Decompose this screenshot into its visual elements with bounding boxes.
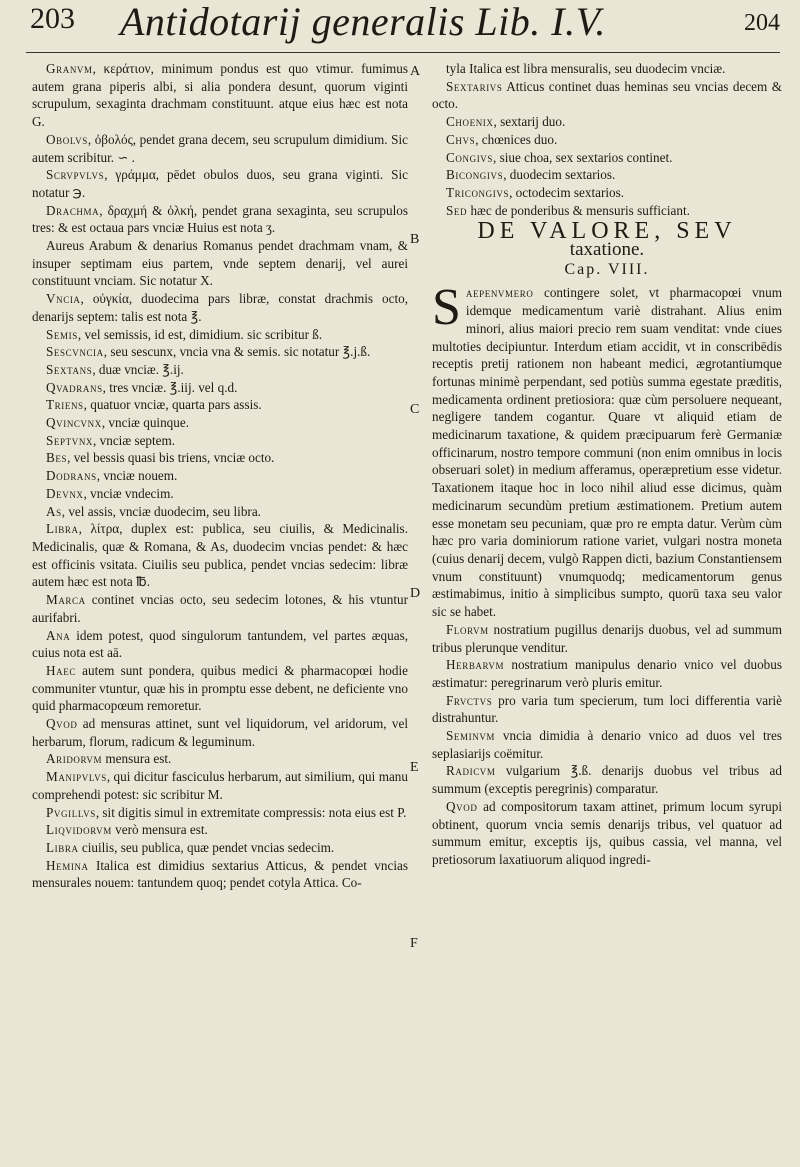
- paragraph-text: , vnciæ nouem.: [96, 468, 178, 484]
- paragraph: [432, 78, 782, 113]
- paragraph: [32, 715, 408, 750]
- paragraph-text: idem potest, quod singulorum tantundem, vel partes æquas, cuius nota est aā.: [32, 627, 408, 661]
- paragraph-text: , quatuor vnciæ, quarta pars assis.: [83, 397, 262, 413]
- paragraph: [32, 750, 408, 768]
- paragraph-text: , chœnices duo.: [475, 131, 558, 147]
- right-column: [432, 60, 782, 869]
- lead-word: Florvm: [446, 621, 489, 637]
- paragraph: [432, 131, 782, 149]
- section-title: DE VALORE, SEV: [477, 218, 737, 245]
- lead-word: Semis: [46, 326, 78, 342]
- lead-word: Tricongivs: [446, 184, 510, 200]
- paragraph-text: tyla Italica est libra mensuralis, seu duodecim vnciæ.: [446, 61, 726, 76]
- paragraph: [32, 60, 408, 131]
- paragraph-text: , seu sescunx, vncia vna & semis. sic notatur ℥.j.ß.: [103, 344, 371, 360]
- paragraph-text: , duæ vnciæ. ℥.ij.: [92, 361, 184, 377]
- paragraph: [32, 591, 408, 626]
- margin-letter-c: C: [410, 402, 420, 417]
- lead-word: Pvgillvs: [46, 804, 96, 820]
- paragraph-text: mensura est.: [102, 751, 172, 767]
- paragraph-text: autem sunt pondera, quibus medici & pharmacopœi hodie communiter vtuntur, quæ his in promptu esse debent, ne deficiente vno quid pharmacopœum remoretur.: [32, 662, 408, 714]
- header-rule: [26, 52, 780, 53]
- paragraph-text: , sit digitis simul in extremitate compressis: nota eius est P.: [95, 804, 407, 820]
- paragraph: [32, 343, 408, 361]
- paragraph: [432, 279, 782, 620]
- paragraph: [32, 520, 408, 591]
- paragraph-text: , οὐγκία, duodecima pars libræ, constat drachmis octo, denarijs septem: talis est nota ℥.: [32, 291, 408, 324]
- paragraph-text: ad compositorum taxam attinet, primum locum syrupi obtinent, quorum vncia semis denarijs tribus, vel quatuor ad summum emitur, exceptis ijs, quibus cassia, vel manna, vel pretiosorum laxatiuorum aliquod ingredi-: [432, 798, 782, 867]
- paragraph-text: , ὀβολός, pendet grana decem, seu scrupulum dimidium. Sic autem scribitur. ∽ .: [32, 131, 408, 165]
- paragraph-text: nostratium manipulus denario vnico vel duobus æstimatur: peregrinarum verò pluris emitur.: [432, 657, 782, 690]
- paragraph-text: , vel bessis quasi bis triens, vnciæ octo.: [67, 450, 275, 466]
- lead-word: Devnx: [46, 485, 84, 501]
- lead-word: Triens: [46, 397, 84, 413]
- paragraph-text: , vnciæ quinque.: [101, 415, 190, 431]
- paragraph-text: , siue choa, sex sextarios continet.: [493, 149, 673, 165]
- lead-word: aepenvmero: [465, 285, 534, 301]
- lead-word: Scrvpvlvs: [46, 167, 105, 183]
- paragraph-text: , vel semissis, id est, dimidium. sic scribitur ß.: [77, 326, 323, 342]
- paragraph: [32, 485, 408, 503]
- margin-letter-f: F: [410, 936, 418, 951]
- paragraph-text: hæc de ponderibus & mensuris sufficiant.: [467, 202, 690, 218]
- lead-word: Radicvm: [446, 763, 496, 779]
- lead-word: Drachma: [46, 202, 100, 218]
- paragraph: [32, 290, 408, 325]
- paragraph: [432, 113, 782, 131]
- margin-letter-a: A: [410, 64, 421, 79]
- lead-word: Bicongivs: [446, 167, 504, 183]
- paragraph-text: Atticus continet duas heminas seu vncias decem & octo.: [432, 78, 782, 112]
- paragraph-text: verò mensura est.: [111, 822, 208, 838]
- paragraph: [32, 361, 408, 379]
- paragraph: [32, 396, 408, 414]
- paragraph: [32, 326, 408, 344]
- paragraph-text: , vnciæ septem.: [93, 432, 176, 448]
- lead-word: Sextarivs: [446, 78, 503, 94]
- lead-word: Sed: [446, 202, 468, 218]
- lead-word: Libra: [46, 839, 79, 855]
- paragraph: [32, 202, 408, 237]
- paragraph: [32, 768, 408, 803]
- lead-word: Seminvm: [446, 728, 496, 744]
- paragraph-text: vncia dimidia à denario vnico ad duos vel tres seplasiarijs coëmitur.: [432, 728, 782, 761]
- paragraph-text: contingere solet, vt pharmacopœi vnum idemque medicamentum variè distrahant. Alius enim minori, alius maiori precio rem suam venditat: vnde ciues multoties decipiuntur. Interdum etiam accidit, vt in conscribēdis receptis pretij rationem non habeant medici, ægrotantiumque fortunas minimè perpendant, sed potiùs summa egestate præditis, medicamenta ordinent pretiosiora: quæ cùm persoluere nequeant, negligere tandem cogantur. Quare vt aliquid etiam de medicinarum taxatione, & quidem præcipuarum ferè Germaniæ officinarum, nostro tempore communi (non enim omnibus in locis obseruari solet) in medium afferamus, operæpretium esse videtur. Taxationem itaque hoc in loco nihil aliud esse dicimus, quàm medicinarum secundùm pretium æstimationem. Pretium autem esse monetam seu pecuniam, quæ pro re empta datur. Verùm cùm hæc pro varia dominiorum ratione variet, vulgari nostra moneta (cuius denarij decem, vulgò Rappen dicti, bazium Constantiensem vnum constituunt) vnumquodq; medicamentorum genus æstimabimus, initio à simplicibus sumpto, quorū taxa seu valor sic se habet.: [432, 285, 782, 620]
- paragraph: [432, 202, 782, 220]
- paragraph: [32, 414, 408, 432]
- lead-word: Frvctvs: [446, 692, 493, 708]
- paragraph: [32, 432, 408, 450]
- lead-word: Dodrans: [46, 468, 97, 484]
- paragraph: [432, 621, 782, 656]
- right-column-top: [432, 60, 782, 219]
- lead-word: Qvincvnx: [46, 415, 102, 431]
- lead-word: As: [46, 503, 62, 519]
- paragraph-text: , λίτρα, duplex est: publica, seu ciuilis, & Medicinalis. Medicinalis, quæ & Romana, & As, duodecim vncias pendet: & hæc est officinis vsitata. Ciuilis seu publica, pendet vncias sedecim: libræ autem hæc est nota ℔.: [32, 521, 408, 590]
- paragraph-text: nostratium pugillus denarijs duobus, vel ad summum tribus plerunque venditur.: [432, 621, 782, 655]
- paragraph-text: , vnciæ vndecim.: [83, 485, 174, 501]
- paragraph-text: pro varia tum specierum, tum loci differentia variè distrahuntur.: [432, 692, 782, 726]
- paragraph: [432, 166, 782, 184]
- paragraph: [32, 237, 408, 290]
- lead-word: Qvod: [446, 798, 478, 814]
- lead-word: Vncia: [46, 291, 81, 307]
- paragraph: [32, 857, 408, 892]
- lead-word: Septvnx: [46, 432, 94, 448]
- margin-letter-b: B: [410, 232, 420, 247]
- lead-word: Ana: [46, 627, 71, 643]
- left-column: [32, 60, 408, 892]
- lead-word: Herbarvm: [446, 657, 505, 673]
- lead-word: Aridorvm: [46, 751, 103, 767]
- lead-word: Bes: [46, 450, 68, 466]
- lead-word: Granvm: [46, 61, 93, 76]
- paragraph-text: , κεράτιον, minimum pondus est quo vtimur. fumimus autem grana piperis albi, si alia pondera desunt, quorum viginti scrupulum, sexaginta drachmam constituunt. atque eius hæc est nota G.: [32, 61, 408, 130]
- paragraph: [32, 821, 408, 839]
- lead-word: Qvod: [46, 716, 78, 732]
- paragraph: [32, 166, 408, 201]
- margin-letter-e: E: [410, 760, 419, 775]
- paragraph: [32, 503, 408, 521]
- paragraph: [32, 662, 408, 715]
- page-header: [0, 0, 800, 58]
- paragraph: [432, 149, 782, 167]
- paragraph-text: Aureus Arabum & denarius Romanus pendet drachmam vnam, & insuper septimam eius partem, vnde septem denarij, vel aurei constituunt vnciam. Sic notatur X.: [32, 238, 408, 289]
- right-column-body: [432, 279, 782, 868]
- left-page-number: 203: [30, 2, 75, 35]
- paragraph-text: , γράμμα, pēdet obulos duos, seu grana viginti. Sic notatur ℈.: [32, 167, 408, 200]
- lead-word: Choenix: [446, 114, 494, 130]
- paragraph: [432, 692, 782, 727]
- lead-word: Qvadrans: [46, 379, 103, 395]
- paragraph-text: ad mensuras attinet, sunt vel liquidorum, vel aridorum, vel herbarum, florum, radicum & leguminum.: [32, 716, 408, 749]
- lead-word: Liqvidorvm: [46, 822, 112, 838]
- paragraph: [32, 839, 408, 857]
- paragraph: [32, 467, 408, 485]
- paragraph: [432, 656, 782, 691]
- paragraph-text: , qui dicitur fasciculus herbarum, aut similium, qui manu comprehendi potest: sic scribitur M.: [32, 769, 408, 802]
- paragraph: [32, 627, 408, 662]
- lead-word: Obolvs: [46, 131, 88, 147]
- running-title: Antidotarij generalis Lib. I.V.: [120, 0, 606, 44]
- paragraph: [432, 798, 782, 869]
- paragraph: [432, 60, 782, 78]
- margin-letter-d: D: [410, 586, 421, 601]
- paragraph: [32, 449, 408, 467]
- paragraph-text: , duodecim sextarios.: [503, 167, 616, 183]
- paragraph: [432, 727, 782, 762]
- paragraph-text: , vel assis, vnciæ duodecim, seu libra.: [61, 503, 261, 519]
- lead-word: Congivs: [446, 149, 493, 165]
- paragraph-text: , sextarij duo.: [493, 114, 566, 130]
- paragraph-text: , δραχμή & ὁλκή, pendet grana sexaginta, seu scrupulos tres: & est octaua pars vnciæ Huius est nota ʒ.: [32, 202, 408, 236]
- paragraph-text: , octodecim sextarios.: [509, 184, 625, 200]
- paragraph-text: ciuilis, seu publica, quæ pendet vncias sedecim.: [78, 839, 335, 855]
- lead-word: Sextans: [46, 361, 93, 377]
- right-page-number: 204: [744, 10, 780, 36]
- paragraph-text: vulgarium ℥.ß. denarijs duobus vel tribus ad summum (exceptis peregrinis) comparatur.: [432, 763, 782, 797]
- paragraph: [432, 184, 782, 202]
- section-subtitle: taxatione.: [569, 239, 645, 261]
- paragraph-text: , tres vnciæ. ℥.iij. vel q.d.: [102, 379, 238, 395]
- lead-word: Hemina: [46, 857, 89, 873]
- paragraph: [32, 379, 408, 397]
- paragraph: [32, 131, 408, 166]
- paragraph: [432, 762, 782, 797]
- chapter-heading: Cap. VIII.: [564, 260, 650, 278]
- lead-word: Manipvlvs: [46, 769, 107, 785]
- lead-word: Sescvncia: [46, 344, 104, 360]
- drop-cap: S: [432, 279, 461, 337]
- lead-word: Marca: [46, 592, 86, 608]
- lead-word: Chvs: [446, 131, 476, 147]
- lead-word: Haec: [46, 662, 76, 678]
- paragraph-text: Italica est dimidius sextarius Atticus, & pendet vncias mensurales nouem: tantundem quoq; pendet cotyla Attica. Co-: [32, 857, 408, 891]
- paragraph-text: continet vncias octo, seu sedecim lotones, & his vtuntur aurifabri.: [32, 592, 408, 625]
- lead-word: Libra: [46, 521, 79, 537]
- paragraph: [32, 804, 408, 822]
